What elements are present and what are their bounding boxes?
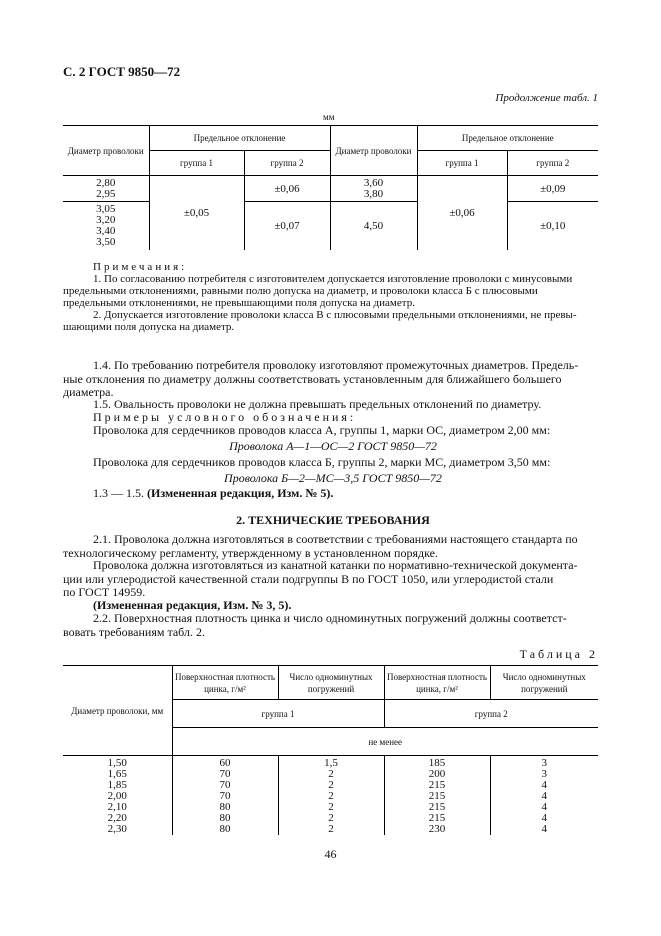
table-cell: 2 bbox=[328, 779, 334, 791]
example-2-code: Проволока Б—2—МС—3,5 ГОСТ 9850—72 bbox=[224, 471, 442, 485]
table-cell: 2 bbox=[328, 812, 334, 824]
table-cell: 2,20 bbox=[107, 812, 127, 824]
text-line: диаметра. bbox=[63, 385, 114, 399]
note-line: предельными отклонениями, равными полю допуска на диаметр, и проволоки класса Б с плюсовыми bbox=[63, 285, 538, 297]
table-cell: 1,50 bbox=[107, 757, 127, 769]
t2-header-dips-g2: Число одноминутных погружений bbox=[490, 666, 598, 700]
note-line: шающими поля допуска на диаметр. bbox=[63, 321, 235, 333]
table2-label-text: Таблица 2 bbox=[519, 647, 598, 661]
t1-right-group2-b: ±0,10 bbox=[507, 202, 598, 250]
page-number: 46 bbox=[324, 847, 337, 861]
t2-col-dips-g2 bbox=[490, 756, 598, 836]
t1-left-group2-a: ±0,06 bbox=[244, 176, 330, 202]
table-cell: 2 bbox=[328, 790, 334, 802]
notes-title bbox=[93, 261, 187, 273]
table-cell: 200 bbox=[428, 768, 446, 780]
table-cell: 1,5 bbox=[324, 757, 338, 769]
t1-left-diameter-b bbox=[63, 202, 149, 250]
example-1-text: Проволока для сердечников проводов класса А, группы 1, марки ОС, диаметром 2,00 мм: bbox=[93, 423, 551, 437]
table-cell: 4 bbox=[541, 812, 547, 824]
t1-header-group2-left: группа 2 bbox=[244, 151, 330, 176]
t2-header-diameter: Диаметр проволоки, мм bbox=[63, 666, 172, 756]
section-title: 2. ТЕХНИЧЕСКИЕ ТРЕБОВАНИЯ bbox=[236, 513, 430, 527]
text-line: 2.2. Поверхностная плотность цинка и число одноминутных погружений должны соответст- bbox=[93, 611, 567, 625]
paragraph-1-4 bbox=[63, 359, 603, 400]
table-cell: 4 bbox=[541, 823, 547, 835]
table-cell: 2,30 bbox=[107, 823, 127, 835]
table-cell: 60 bbox=[219, 757, 231, 769]
t1-cell: 3,80 bbox=[363, 187, 384, 200]
t1-cell: 3,40 bbox=[96, 224, 116, 237]
table2-label bbox=[520, 648, 598, 662]
table-cell: 3 bbox=[541, 768, 547, 780]
table-cell: 4 bbox=[541, 779, 547, 791]
revision-note-2: (Измененная редакция, Изм. № 3, 5). bbox=[93, 598, 292, 612]
t2-col-diameter bbox=[63, 756, 172, 836]
t1-cell: 2,95 bbox=[96, 187, 116, 200]
t1-cell: 2,80 bbox=[96, 176, 116, 189]
table-cell: 1,65 bbox=[107, 768, 127, 780]
t2-header-group1: группа 1 bbox=[172, 700, 384, 728]
note-2 bbox=[63, 309, 603, 333]
notes-title-text: Примечания: bbox=[93, 261, 188, 273]
text-line: 2.1. Проволока должна изготовляться в соответствии с требованиями настоящего стандарта по bbox=[93, 532, 578, 546]
text-line: ные отклонения по диаметру должны соответствовать установленным для ближайшего большего bbox=[63, 371, 562, 386]
paragraph-1-5: 1.5. Овальность проволоки не должна превышать предельных отклонений по диаметру. bbox=[93, 397, 542, 411]
t1-header-deviation-right: Предельное отклонение bbox=[417, 126, 598, 151]
table1-unit: мм bbox=[323, 112, 335, 122]
text-line: вовать требованиям табл. 2. bbox=[63, 624, 205, 639]
t2-header-not-less: не менее bbox=[172, 728, 598, 756]
revision-prefix: 1.3 — 1.5. bbox=[93, 486, 144, 500]
examples-title-text: Примеры условного обозначения: bbox=[93, 410, 357, 424]
t1-cell: 3,60 bbox=[363, 176, 384, 189]
table-cell: 80 bbox=[219, 801, 231, 813]
table-cell: 215 bbox=[428, 812, 446, 824]
text-line: технологическому регламенту, утвержденному в установленном порядке. bbox=[63, 545, 438, 560]
page-header: С. 2 ГОСТ 9850—72 bbox=[63, 64, 181, 79]
t1-right-diameter-b: 4,50 bbox=[330, 202, 417, 250]
table-cell: 80 bbox=[219, 823, 231, 835]
table-cell: 215 bbox=[428, 779, 446, 791]
paragraph-2-1 bbox=[63, 533, 603, 560]
table-cell: 2 bbox=[328, 801, 334, 813]
table-cell: 2,10 bbox=[107, 801, 127, 813]
table-cell: 185 bbox=[428, 757, 446, 769]
table2 bbox=[63, 665, 598, 835]
note-1 bbox=[63, 273, 603, 309]
t1-right-group1: ±0,06 bbox=[417, 176, 507, 250]
example-2-text: Проволока для сердечников проводов класса Б, группы 2, марки МС, диаметром 3,50 мм: bbox=[93, 455, 551, 469]
table-cell: 230 bbox=[428, 823, 446, 835]
t2-col-density-g1 bbox=[172, 756, 278, 836]
t1-left-group1: ±0,05 bbox=[149, 176, 244, 250]
t1-header-diameter-right: Диаметр проволоки bbox=[330, 126, 417, 176]
paragraph-2-1b bbox=[63, 559, 603, 600]
t1-header-group1-right: группа 1 bbox=[417, 151, 507, 176]
t2-header-group2: группа 2 bbox=[384, 700, 598, 728]
t1-header-deviation-left: Предельное отклонение bbox=[149, 126, 330, 151]
table-cell: 4 bbox=[541, 801, 547, 813]
text-line: по ГОСТ 14959. bbox=[63, 585, 146, 599]
t1-cell: 3,50 bbox=[96, 235, 116, 248]
note-line: 2. Допускается изготовление проволоки класса В с плюсовыми предельными отклонениями, не превы- bbox=[93, 309, 577, 321]
table-cell: 1,85 bbox=[107, 779, 127, 791]
note-line: предельными отклонениями, не превышающими поля допуска на диаметр. bbox=[63, 297, 415, 309]
t2-col-density-g2 bbox=[384, 756, 490, 836]
table1 bbox=[63, 125, 598, 250]
table-cell: 70 bbox=[219, 768, 231, 780]
table-cell: 70 bbox=[219, 779, 231, 791]
table-cell: 3 bbox=[541, 757, 547, 769]
revision-text: (Измененная редакция, Изм. № 5). bbox=[147, 486, 334, 500]
text-line: 1.4. По требованию потребителя проволоку изготовляют промежуточных диаметров. Предель- bbox=[93, 358, 579, 372]
t1-header-group1-left: группа 1 bbox=[149, 151, 244, 176]
note-line: 1. По согласованию потребителя с изготовителем допускается изготовление проволоки с минусовыми bbox=[93, 273, 573, 285]
table-cell: 215 bbox=[428, 801, 446, 813]
t1-header-group2-right: группа 2 bbox=[507, 151, 598, 176]
table-cell: 2 bbox=[328, 768, 334, 780]
example-1-code: Проволока А—1—ОС—2 ГОСТ 9850—72 bbox=[229, 439, 437, 453]
table-cell: 70 bbox=[219, 790, 231, 802]
table-cell: 2 bbox=[328, 823, 334, 835]
t2-header-density-g1: Поверхностная плотность цинка, г/м² bbox=[172, 666, 278, 700]
t2-header-dips-g1: Число одноминутных погружений bbox=[278, 666, 384, 700]
revision-note-1 bbox=[93, 487, 333, 501]
t1-left-group2-b: ±0,07 bbox=[244, 202, 330, 250]
t2-header-density-g2: Поверхностная плотность цинка, г/м² bbox=[384, 666, 490, 700]
t1-right-group2-a: ±0,09 bbox=[507, 176, 598, 202]
text-line: Проволока должна изготовляться из канатной катанки по нормативно-технической документа- bbox=[93, 558, 578, 572]
t1-cell: 3,20 bbox=[96, 213, 116, 226]
table-cell: 80 bbox=[219, 812, 231, 824]
t1-left-diameter-a bbox=[63, 176, 149, 202]
table-continuation-label: Продолжение табл. 1 bbox=[495, 92, 598, 104]
table-cell: 2,00 bbox=[107, 790, 127, 802]
table-cell: 4 bbox=[541, 790, 547, 802]
text-line: ции или углеродистой качественной стали подгруппы В по ГОСТ 1050, или углеродистой стали bbox=[63, 571, 554, 586]
t1-header-diameter-left: Диаметр проволоки bbox=[63, 126, 149, 176]
t2-col-dips-g1 bbox=[278, 756, 384, 836]
table-cell: 215 bbox=[428, 790, 446, 802]
paragraph-2-2 bbox=[63, 612, 603, 639]
t1-right-diameter-a bbox=[330, 176, 417, 202]
t1-cell: 3,05 bbox=[96, 202, 116, 215]
